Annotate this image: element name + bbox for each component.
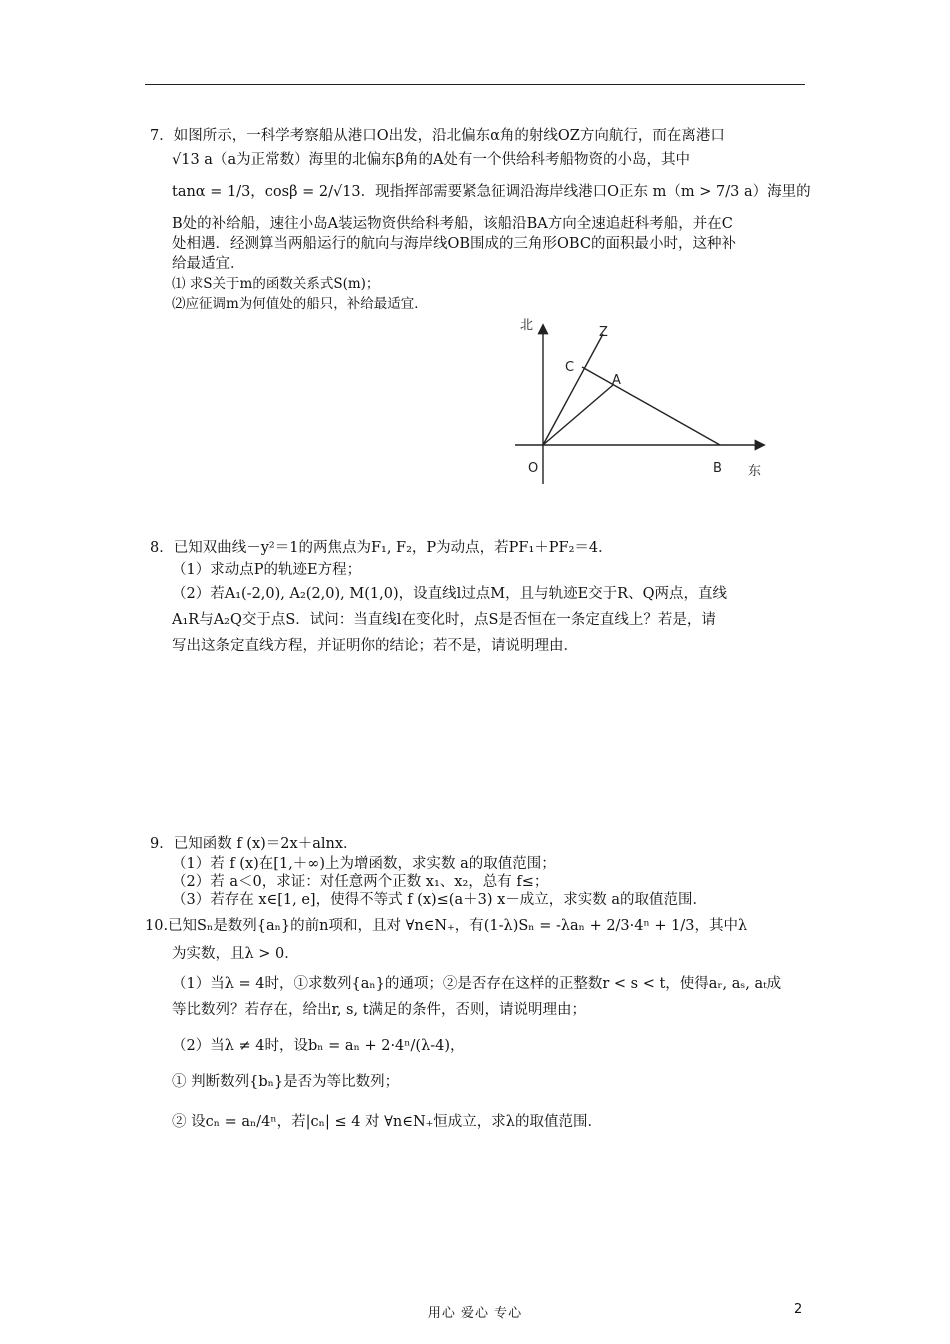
q9-sub-3: （3）若存在 x∈[1, e]，使得不等式 f (x)≤(a＋3) x－成立，求实数 a的取值范围． [172, 892, 708, 908]
label-b: B [713, 461, 722, 476]
label-north: 北 [520, 318, 534, 333]
label-c: C [565, 360, 575, 375]
footer-slogan: 用心 爱心 专心 [427, 1306, 523, 1321]
header-rule [145, 84, 805, 85]
q10-sub-3: （2）当λ ≠ 4时，设bₙ = aₙ + 2·4ⁿ/(λ-4)， [172, 1038, 465, 1054]
q7-line-6: 给最适宜． [172, 256, 245, 272]
q9-sub-1: （1）若 f (x)在[1,＋∞)上为增函数，求实数 a的取值范围； [172, 856, 556, 872]
q7-sub-2: ⑵应征调m为何值处的船只，补给最适宜． [172, 296, 428, 312]
q7-line-5: 处相遇．经测算当两船运行的航向与海岸线OB围成的三角形OBC的面积最小时，这种补 [172, 236, 736, 252]
q9-sub-2: （2）若 a＜0，求证：对任意两个正数 x₁、x₂，总有 f≤； [172, 874, 549, 890]
q7-line-1: 7．如图所示，一科学考察船从港口O出发，沿北偏东α角的射线OZ方向航行，而在离港口 [150, 128, 725, 144]
q7-line-4: B处的补给船，速往小岛A装运物资供给科考船，该船沿BA方向全速追赶科考船，并在C [172, 216, 733, 232]
ray-oz [543, 334, 603, 445]
q7-line-3: tanα = 1/3，cosβ = 2/√13．现指挥部需要紧急征调沿海岸线港口O正东 m（m > 7/3 a）海里的 [172, 184, 811, 200]
q8-sub-1: （1）求动点P的轨迹E方程； [172, 562, 362, 578]
q10-sub-1: （1）当λ = 4时，①求数列{aₙ}的通项；②是否存在这样的正整数r < s < t，使得aᵣ, aₛ, aₜ成 [172, 976, 782, 992]
page-number: 2 [794, 1302, 803, 1317]
geometry-figure [505, 312, 775, 492]
q8-sub-2: （2）若A₁(-2,0), A₂(2,0), M(1,0)，设直线l过点M，且与轨迹E交于R、Q两点，直线 [172, 586, 727, 602]
segment-oa [543, 385, 613, 445]
q10-sub-5: ② 设cₙ = aₙ/4ⁿ，若|cₙ| ≤ 4 对 ∀n∈N₊恒成立，求λ的取值范围． [172, 1114, 602, 1130]
q8-line-1: 8．已知双曲线－y²＝1的两焦点为F₁, F₂，P为动点，若PF₁＋PF₂＝4． [150, 540, 613, 556]
q10-sub-4: ① 判断数列{bₙ}是否为等比数列； [172, 1074, 400, 1090]
segment-cb [582, 367, 720, 445]
q8-sub-4: 写出这条定直线方程，并证明你的结论；若不是，请说明理由． [172, 638, 578, 654]
q8-sub-3: A₁R与A₂Q交于点S．试问：当直线l在变化时，点S是否恒在一条定直线上？若是，请 [172, 612, 716, 628]
label-a: A [612, 373, 621, 388]
label-z: Z [599, 325, 608, 340]
q10-line-1: 10.已知Sₙ是数列{aₙ}的前n项和，且对 ∀n∈N₊，有(1-λ)Sₙ = -λaₙ + 2/3·4ⁿ + 1/3，其中λ [145, 918, 748, 934]
q9-line-1: 9．已知函数 f (x)＝2x＋alnx． [150, 836, 358, 852]
q10-line-2: 为实数，且λ > 0． [172, 946, 299, 962]
q7-line-2: √13 a（a为正常数）海里的北偏东β角的A处有一个供给科考船物资的小岛，其中 [172, 152, 690, 168]
q10-sub-2: 等比数列？若存在，给出r, s, t满足的条件，否则，请说明理由； [172, 1002, 587, 1018]
q7-sub-1: ⑴ 求S关于m的函数关系式S(m)； [172, 276, 380, 292]
label-east: 东 [748, 464, 762, 479]
label-o: O [528, 461, 539, 476]
